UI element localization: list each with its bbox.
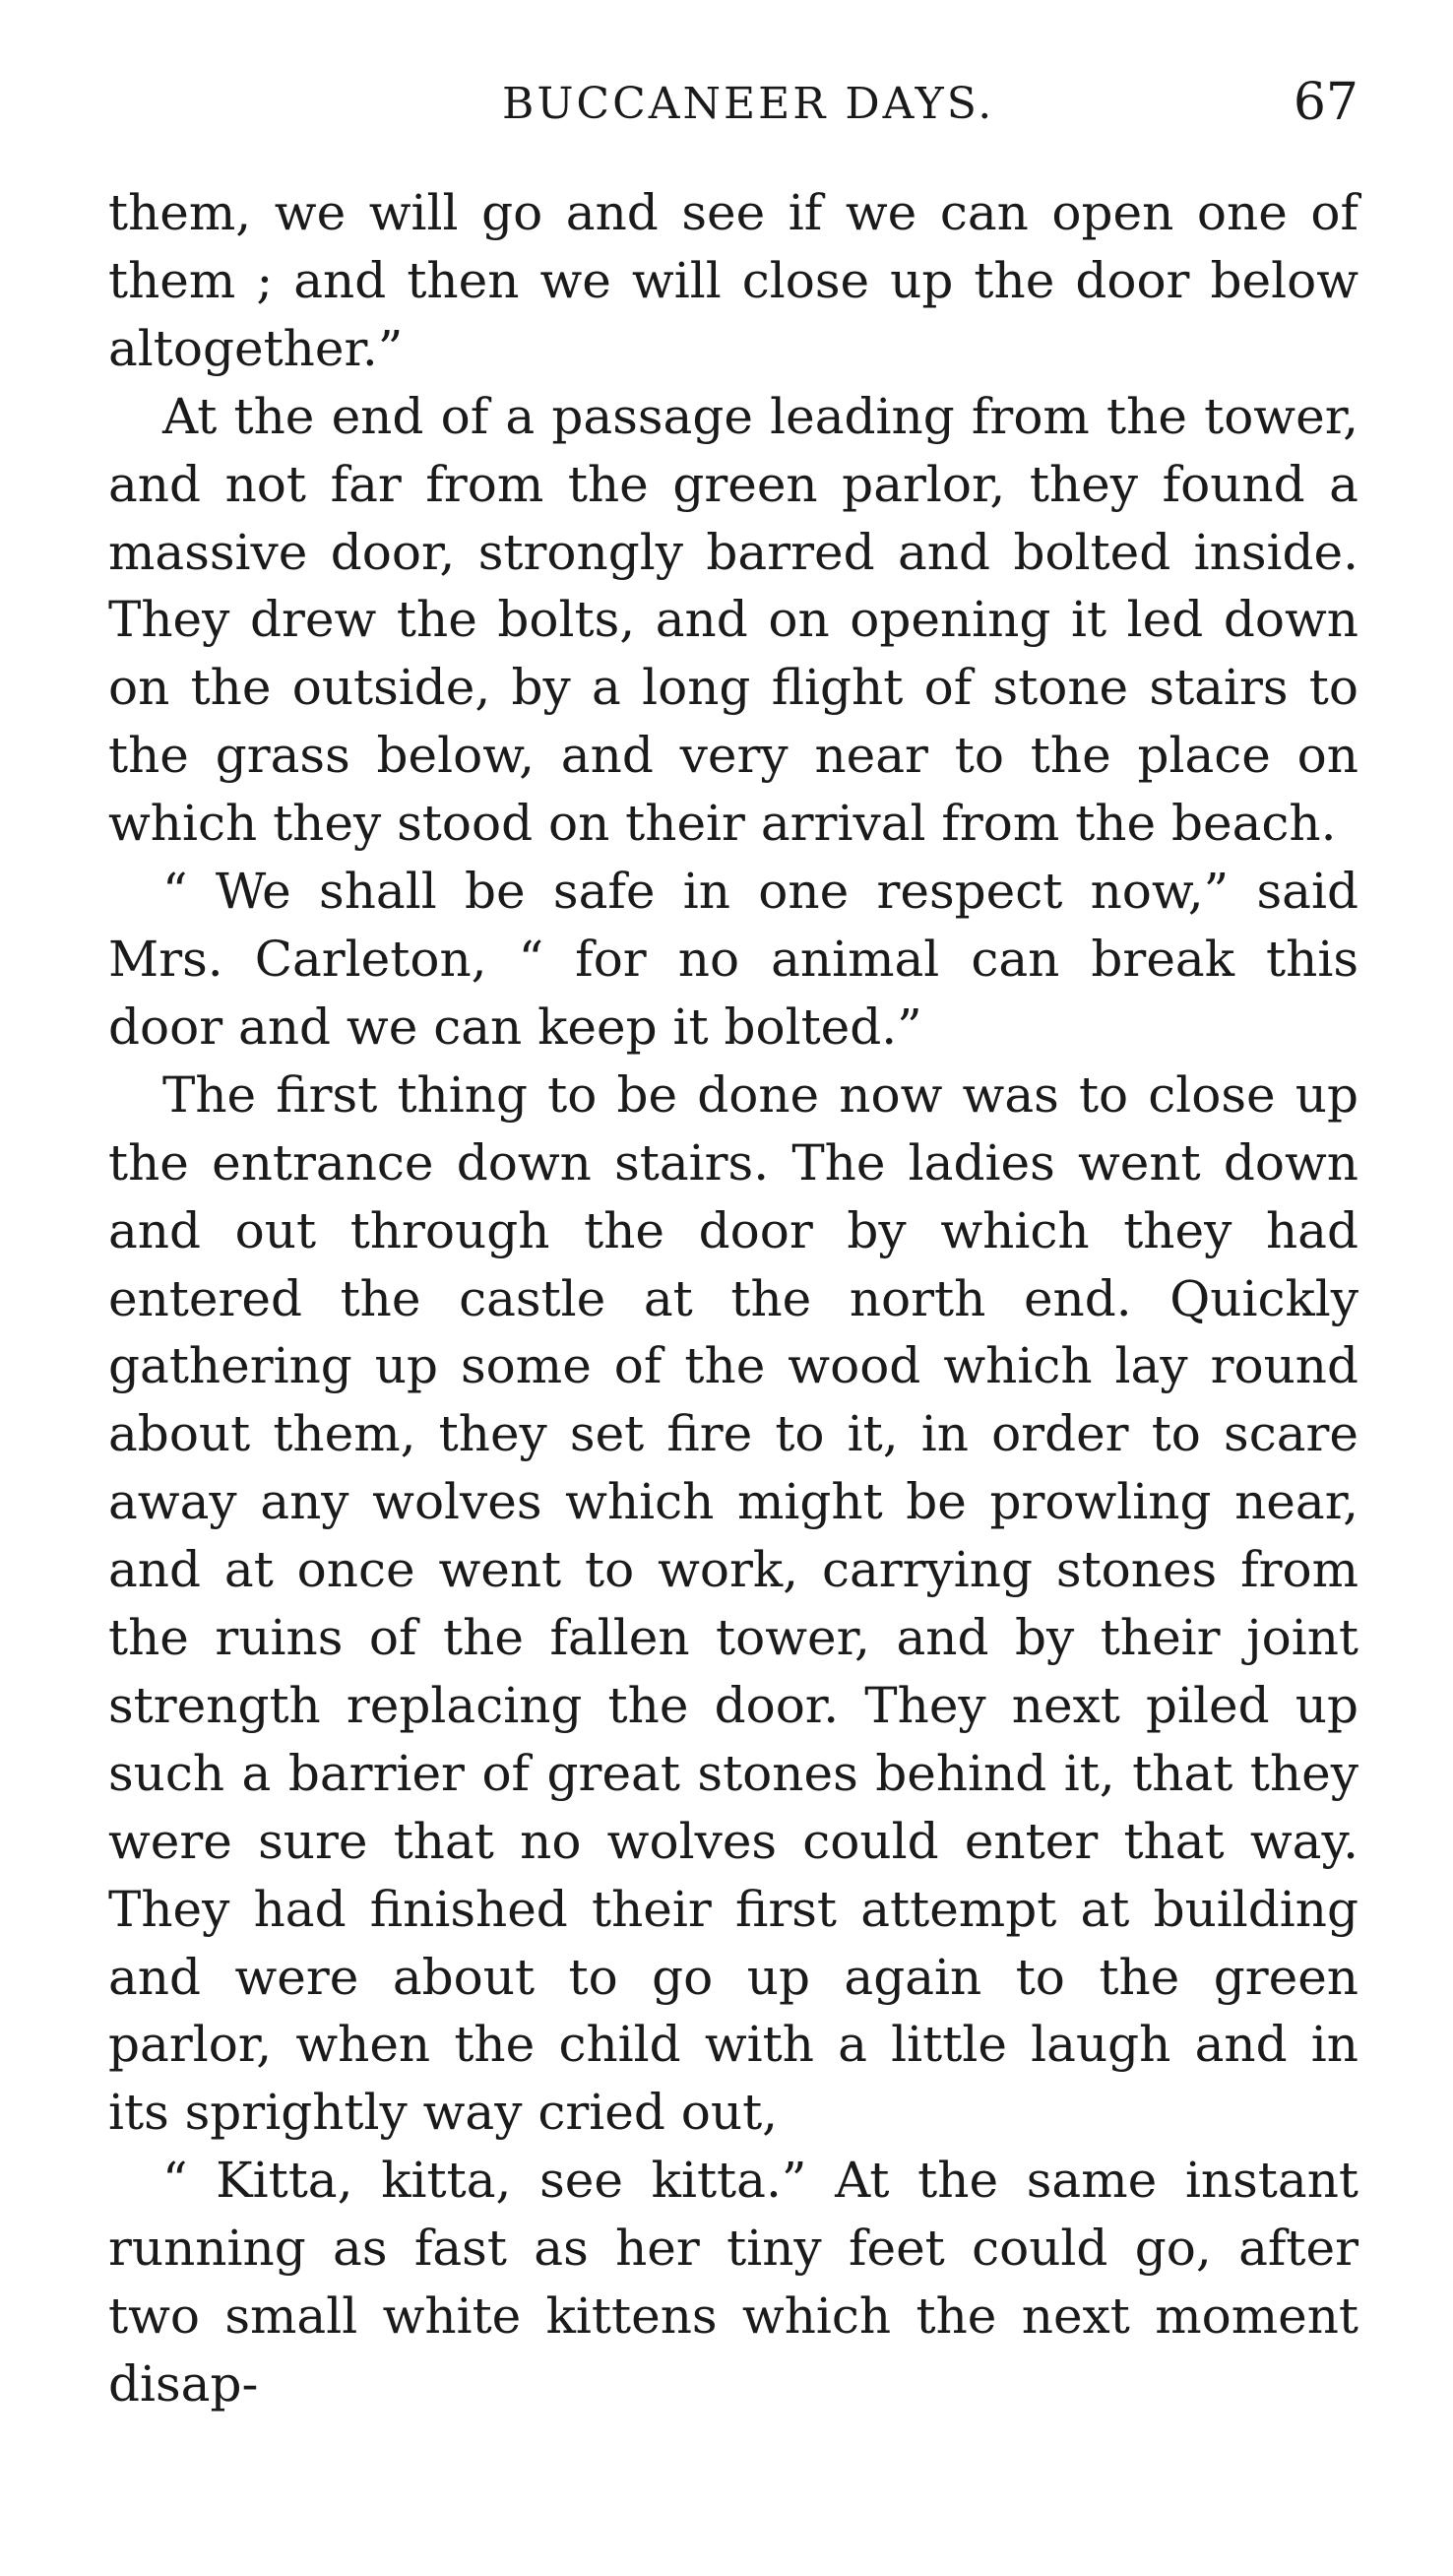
paragraph: The first thing to be done now was to close up the entrance down stairs. The ladies went down and out through the door by which they had entered the castle at the north end. Quickly gathering up some of the wood which lay round about them, they set fire to it, in order to scare away any wolves which might be prowling near, and at once went to work, carrying stones from the ruins of the fallen tower, and by their joint strength replacing the door. They next piled up such a barrier of great stones behind it, that they were sure that no wolves could enter that way. They had finished their first attempt at building and were about to go up again to the green parlor, when the child with a little laugh and in its sprightly way cried out, bbox=[108, 1065, 1358, 2142]
paragraph: “ We shall be safe in one respect now,” said Mrs. Carleton, “ for no animal can break this door and we can keep it bolted.” bbox=[108, 863, 1358, 1056]
page-header bbox=[108, 59, 1358, 138]
page-number: 67 bbox=[1293, 73, 1358, 132]
running-head: BUCCANEER DAYS. bbox=[502, 79, 995, 129]
paragraph: At the end of a passage leading from the tower, and not far from the green parlor, they found a massive door, strongly barred and bolted inside. They drew the bolts, and on opening it led down on the outside, by a long flight of stone stairs to the grass below, and very near to the place on which they stood on their arrival from the beach. bbox=[108, 387, 1358, 853]
paragraph: them, we will go and see if we can open one of them ; and then we will close up the door below altogether.” bbox=[108, 184, 1358, 377]
paragraph: “ Kitta, kitta, see kitta.” At the same instant running as fast as her tiny feet could go, after two small white kittens which the next moment disap- bbox=[108, 2152, 1358, 2413]
body-text bbox=[108, 179, 1358, 2418]
